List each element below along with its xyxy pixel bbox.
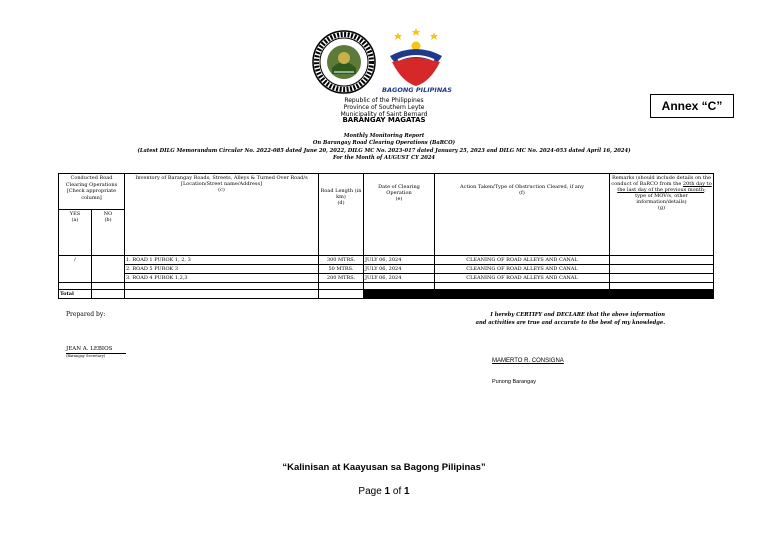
- header-conducted: Conducted Road Clearing Operations [Check appropriate column]: [59, 174, 125, 210]
- bagong-pilipinas-label: BAGONG PILIPINAS: [382, 86, 452, 94]
- header-no: NO (b): [92, 210, 125, 256]
- header-yes: YES (a): [59, 210, 92, 256]
- certification-text: I hereby CERTIFY and DECLARE that the above information and activities are true and accurate to the best of my knowledge.: [475, 312, 665, 326]
- report-month: For the Month of AUGUST CY 2024: [332, 155, 436, 161]
- total-blacked-out: [364, 290, 714, 299]
- report-subtitle: On Barangay Road Clearing Operations (BaRCO): [312, 140, 456, 146]
- date-cell: JULY 06, 2024: [364, 274, 435, 283]
- date-cell: JULY 06, 2024: [364, 256, 435, 265]
- footer-slogan: “Kalinisan at Kaayusan sa Bagong Pilipinas”: [282, 462, 486, 473]
- header-inventory: Inventory of Barangay Roads, Streets, Alleys & Turned Over Road/s [Location/Street name/Address] (c): [125, 174, 319, 256]
- header-province: Province of Southern Leyte: [343, 104, 425, 111]
- preparer-position: (Barangay Secretary): [66, 354, 106, 358]
- date-cell: JULY 06, 2024: [364, 265, 435, 274]
- header-barangay: BARANGAY MAGATAS: [342, 116, 426, 124]
- check-no: [92, 256, 125, 283]
- road-cell: 1. ROAD 1 PUROK 1, 2, 3: [125, 256, 319, 265]
- header-municipality: Municipality of Saint Bernard: [340, 111, 428, 118]
- length-cell: 50 MTRS.: [319, 265, 364, 274]
- report-references: (Latest DILG Memorandum Circular No. 2022-085 dated June 20, 2022, DILG MC No. 2023-017 dated January 25, 2023 and DILG MC No. 2024-053 dated April 16, 2024): [137, 148, 631, 154]
- header-republic: Republic of the Philippines: [344, 97, 424, 104]
- check-yes: /: [59, 256, 92, 283]
- action-cell: CLEANING OF ROAD ALLEYS AND CANAL: [435, 256, 610, 265]
- road-cell: 3. ROAD 4 PUROK 1,2,3: [125, 274, 319, 283]
- preparer-name: JEAN A. LEBIOS: [66, 346, 126, 354]
- remarks-cell: [610, 274, 714, 283]
- header-road-length: Road Length (in km) (d): [319, 174, 364, 256]
- length-cell: 200 MTRS.: [319, 274, 364, 283]
- captain-position: Punong Barangay: [492, 379, 537, 385]
- annex-label: Annex “C”: [650, 94, 734, 118]
- action-cell: CLEANING OF ROAD ALLEYS AND CANAL: [435, 274, 610, 283]
- length-cell: 300 MTRS.: [319, 256, 364, 265]
- total-label: Total: [59, 290, 92, 299]
- road-cell: 2. ROAD 5 PUROK 3: [125, 265, 319, 274]
- monitoring-table: [58, 173, 714, 299]
- barangay-seal-logo: [312, 30, 376, 94]
- captain-name: MAMERTO R. CONSIGNA: [492, 358, 564, 364]
- header-remarks: Remarks (should include details on the conduct of BaRCO from the 20th day to the last day of the previous month; type of MOV/s, other information/details) (g): [610, 174, 714, 256]
- header-action: Action Taken/Type of Obstruction Cleared, if any (f): [435, 174, 610, 256]
- header-date: Date of Clearing Operation (e): [364, 174, 435, 256]
- page-number: Page 1 of 1: [358, 486, 410, 497]
- action-cell: CLEANING OF ROAD ALLEYS AND CANAL: [435, 265, 610, 274]
- prepared-by-label: Prepared by:: [66, 311, 106, 318]
- remarks-cell: [610, 265, 714, 274]
- report-title: Monthly Monitoring Report: [343, 133, 425, 139]
- bagong-pilipinas-logo: [384, 28, 448, 90]
- remarks-cell: [610, 256, 714, 265]
